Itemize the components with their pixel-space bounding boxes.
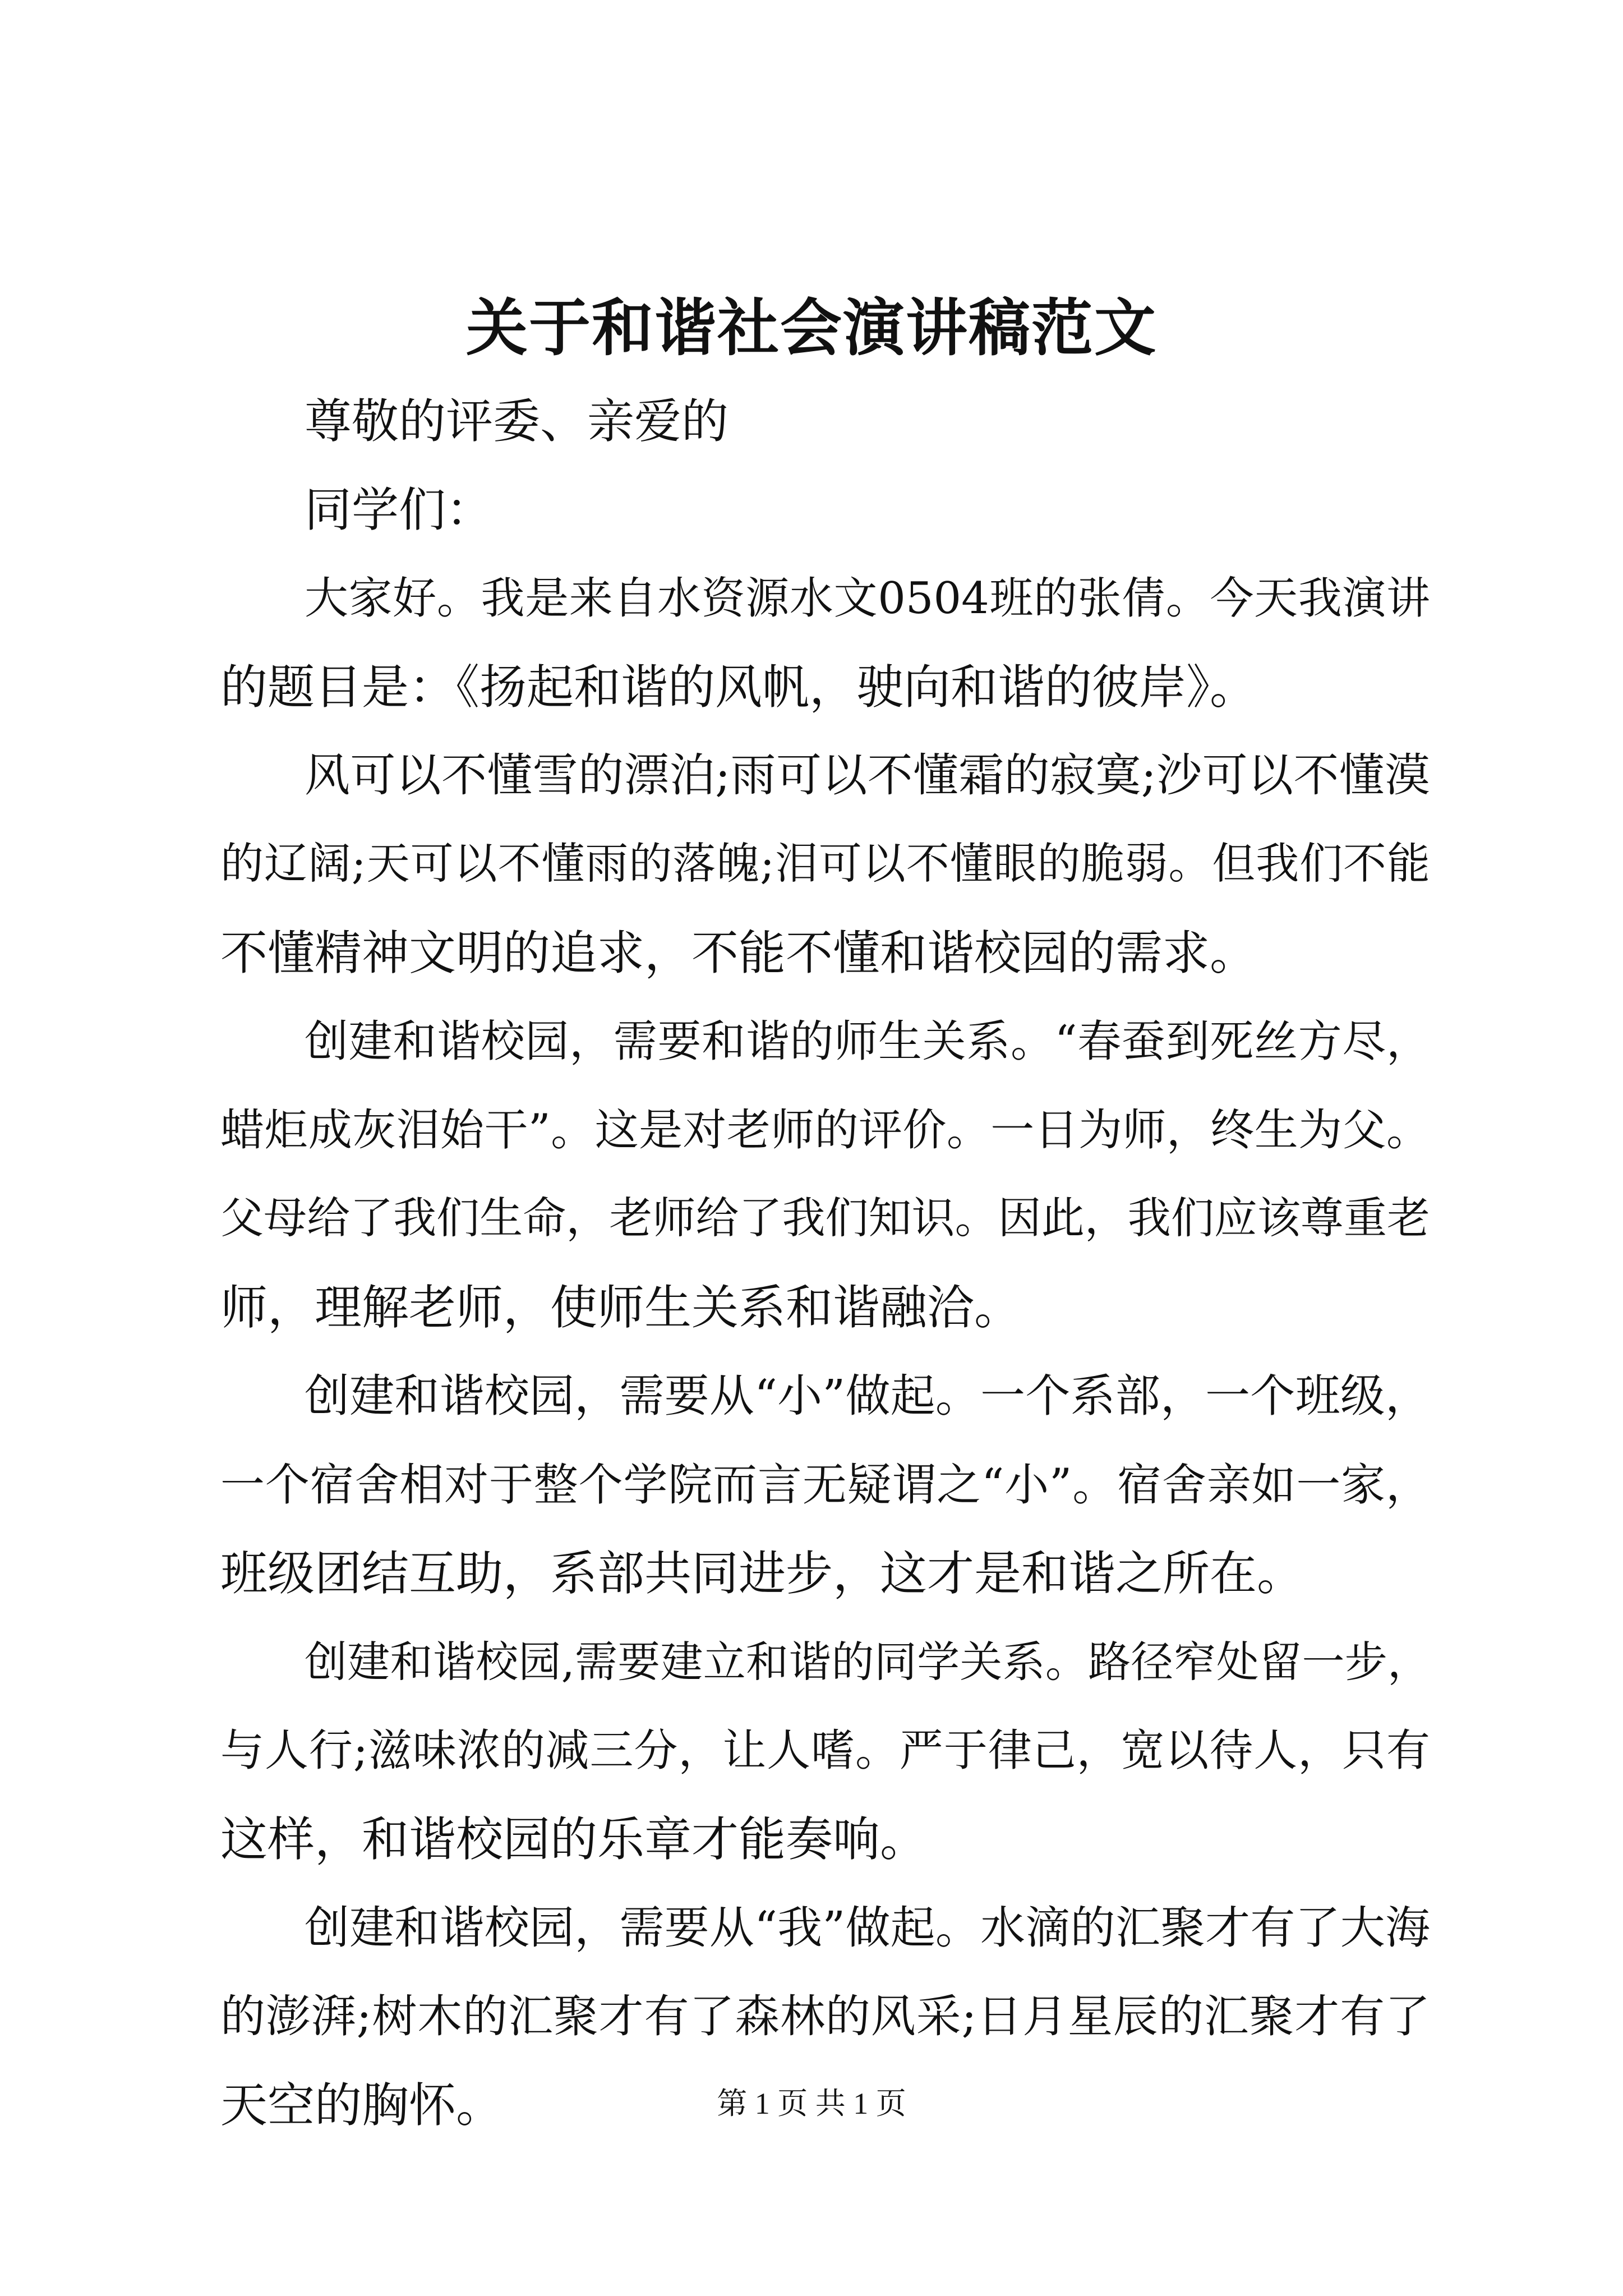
text-line: 班级团结互助，系部共同进步，这才是和谐之所在。 — [220, 1546, 1304, 1601]
page-footer: 第 1 页 共 1 页 — [717, 2087, 906, 2120]
document-body — [220, 377, 1430, 2150]
text-line: 创建和谐校园，需要从“我”做起。水滴的汇聚才有了大海 — [305, 1902, 1430, 1954]
text-line: 天空的胸怀。 — [220, 2078, 504, 2133]
text-line: 的题目是：《扬起和谐的风帆，驶向和谐的彼岸》。 — [220, 660, 1257, 715]
text-line: 大家好。我是来自水资源水文0504班的张倩。今天我演讲 — [305, 573, 1430, 624]
text-line: 不懂精神文明的追求，不能不懂和谐校园的需求。 — [220, 926, 1257, 981]
text-line: 创建和谐校园,需要建立和谐的同学关系。路径窄处留一步， — [305, 1637, 1430, 1687]
text-line: 的辽阔;天可以不懂雨的落魄;泪可以不懂眼的脆弱。但我们不能 — [220, 839, 1430, 889]
text-line: 父母给了我们生命，老师给了我们知识。因此，我们应该尊重老 — [220, 1194, 1430, 1244]
text-line: 创建和谐校园，需要和谐的师生关系。“春蚕到死丝方尽， — [305, 1016, 1430, 1067]
text-line: 尊敬的评委、亲爱的 — [305, 394, 729, 449]
text-line: 的澎湃;树木的汇聚才有了森林的风采;日月星辰的汇聚才有了 — [220, 1990, 1430, 2042]
text-line: 同学们： — [305, 482, 494, 537]
text-line: 蜡炬成灰泪始干”。这是对老师的评价。一日为师，终生为父。 — [220, 1105, 1430, 1156]
text-line: 与人行;滋味浓的减三分，让人嗜。严于律己，宽以待人，只有 — [220, 1726, 1430, 1776]
text-line: 师，理解老师，使师生关系和谐融洽。 — [220, 1280, 1022, 1335]
text-line: 风可以不懂雪的漂泊;雨可以不懂霜的寂寞;沙可以不懂漠 — [305, 749, 1430, 802]
text-line: 创建和谐校园，需要从“小”做起。一个系部，一个班级， — [305, 1370, 1430, 1422]
document-title: 关于和谐社会演讲稿范文 — [466, 292, 1157, 364]
text-line: 这样，和谐校园的乐章才能奏响。 — [220, 1812, 928, 1867]
text-line: 一个宿舍相对于整个学院而言无疑谓之“小”。宿舍亲如一家， — [220, 1459, 1430, 1511]
